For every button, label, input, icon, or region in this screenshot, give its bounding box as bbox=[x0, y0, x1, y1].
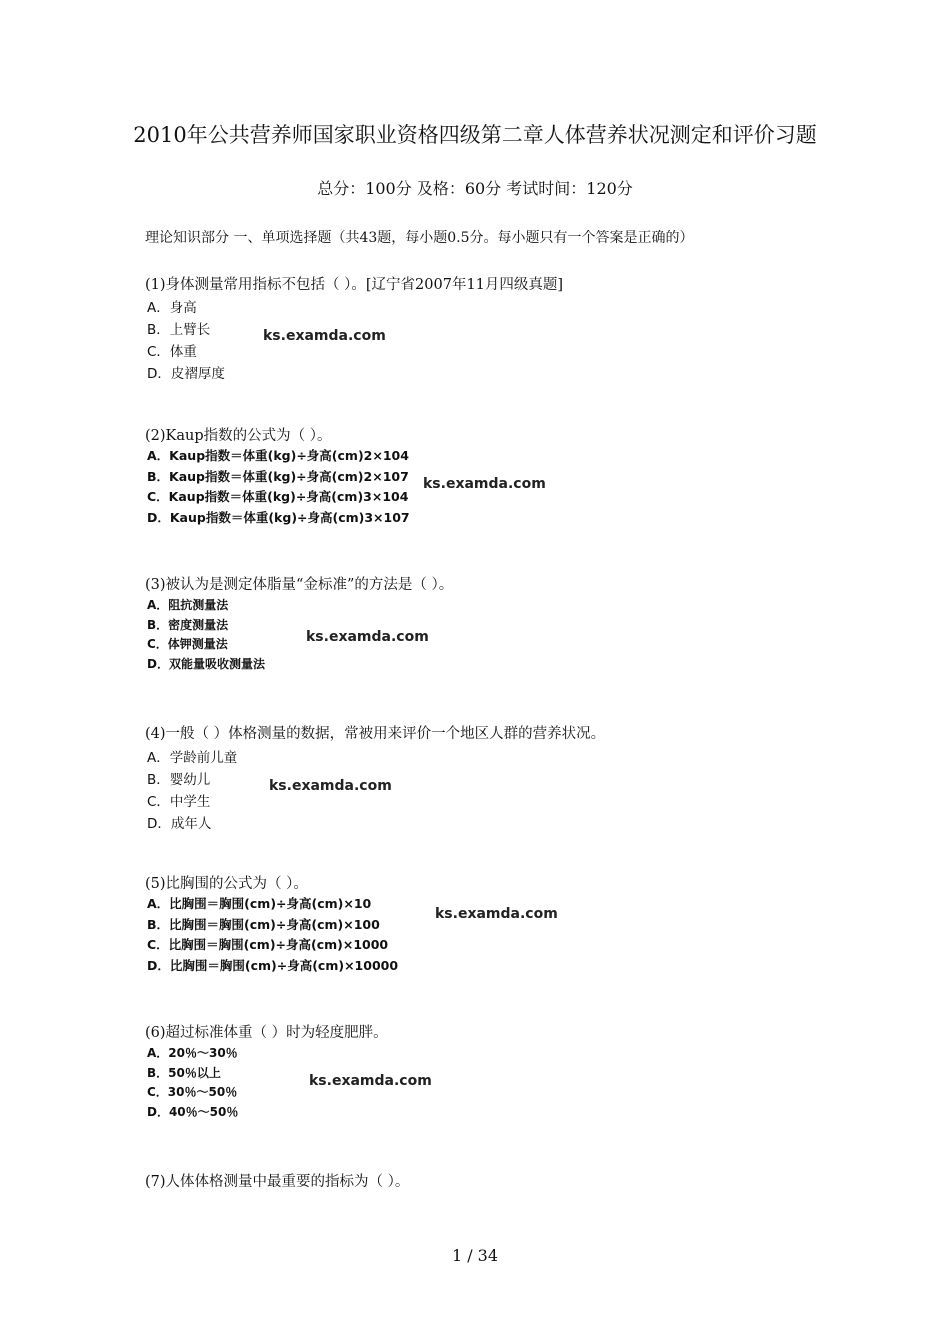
option-d: D．皮褶厚度 bbox=[147, 366, 225, 382]
option-b: B．比胸围＝胸围(cm)÷身高(cm)×100 bbox=[147, 916, 380, 932]
option-a: A．20％～30％ bbox=[147, 1046, 238, 1060]
option-a: A．身高 bbox=[147, 300, 197, 316]
option-c: C．体钾测量法 bbox=[147, 637, 228, 651]
option-b: B．上臂长 bbox=[147, 322, 211, 338]
question-7 bbox=[145, 1173, 845, 1191]
option-c: C．体重 bbox=[147, 344, 197, 360]
option-d: D．比胸围＝胸围(cm)÷身高(cm)×10000 bbox=[147, 957, 399, 973]
section-heading: 理论知识部分 一、单项选择题（共43题，每小题0.5分。每小题只有一个答案是正确的） bbox=[145, 230, 694, 246]
option-d: D．Kaup指数＝体重(kg)÷身高(cm)3×107 bbox=[147, 509, 410, 525]
option-a: A．比胸围＝胸围(cm)÷身高(cm)×10 bbox=[147, 896, 372, 911]
question-5 bbox=[145, 875, 845, 976]
question-stem: (1)身体测量常用指标不包括（ ）。[辽宁省2007年11月四级真题] bbox=[145, 277, 564, 293]
question-3 bbox=[145, 576, 845, 674]
question-stem: (5)比胸围的公式为（ ）。 bbox=[145, 876, 308, 892]
question-stem: (4)一般（ ）体格测量的数据，常被用来评价一个地区人群的营养状况。 bbox=[145, 726, 606, 742]
option-c: C．中学生 bbox=[147, 794, 211, 810]
option-d: D．成年人 bbox=[147, 816, 212, 832]
question-stem: (3)被认为是测定体脂量“金标准”的方法是（ ）。 bbox=[145, 577, 454, 593]
option-c: C．30％～50％ bbox=[147, 1085, 238, 1099]
watermark: ks.examda.com bbox=[435, 906, 558, 922]
document-title: 2010年公共营养师国家职业资格四级第二章人体营养状况测定和评价习题 bbox=[133, 123, 817, 147]
option-b: B．50％以上 bbox=[147, 1065, 221, 1080]
option-d: D．40％～50％ bbox=[147, 1104, 239, 1119]
question-1 bbox=[145, 276, 845, 385]
option-a: A．Kaup指数＝体重(kg)÷身高(cm)2×104 bbox=[147, 448, 409, 463]
watermark: ks.examda.com bbox=[423, 476, 546, 492]
page-number: 1 / 34 bbox=[451, 1246, 499, 1265]
option-a: A．阻抗测量法 bbox=[147, 598, 229, 612]
option-c: C．Kaup指数＝体重(kg)÷身高(cm)3×104 bbox=[147, 489, 409, 504]
option-d: D．双能量吸收测量法 bbox=[147, 656, 265, 671]
question-stem: (6)超过标准体重（ ）时为轻度肥胖。 bbox=[145, 1025, 388, 1041]
option-b: B．Kaup指数＝体重(kg)÷身高(cm)2×107 bbox=[147, 468, 409, 484]
watermark: ks.examda.com bbox=[306, 629, 429, 645]
question-stem: (7)人体体格测量中最重要的指标为（ ）。 bbox=[145, 1174, 410, 1190]
option-b: B．婴幼儿 bbox=[147, 772, 211, 788]
exam-info: 总分：100分 及格：60分 考试时间：120分 bbox=[317, 179, 633, 198]
option-b: B．密度测量法 bbox=[147, 617, 229, 632]
watermark: ks.examda.com bbox=[269, 778, 392, 794]
question-4 bbox=[145, 725, 845, 835]
watermark: ks.examda.com bbox=[309, 1073, 432, 1089]
option-c: C．比胸围＝胸围(cm)÷身高(cm)×1000 bbox=[147, 937, 389, 952]
option-a: A．学龄前儿童 bbox=[147, 750, 238, 766]
watermark: ks.examda.com bbox=[263, 328, 386, 344]
question-stem: (2)Kaup指数的公式为（ ）。 bbox=[145, 428, 332, 444]
question-6 bbox=[145, 1024, 845, 1122]
